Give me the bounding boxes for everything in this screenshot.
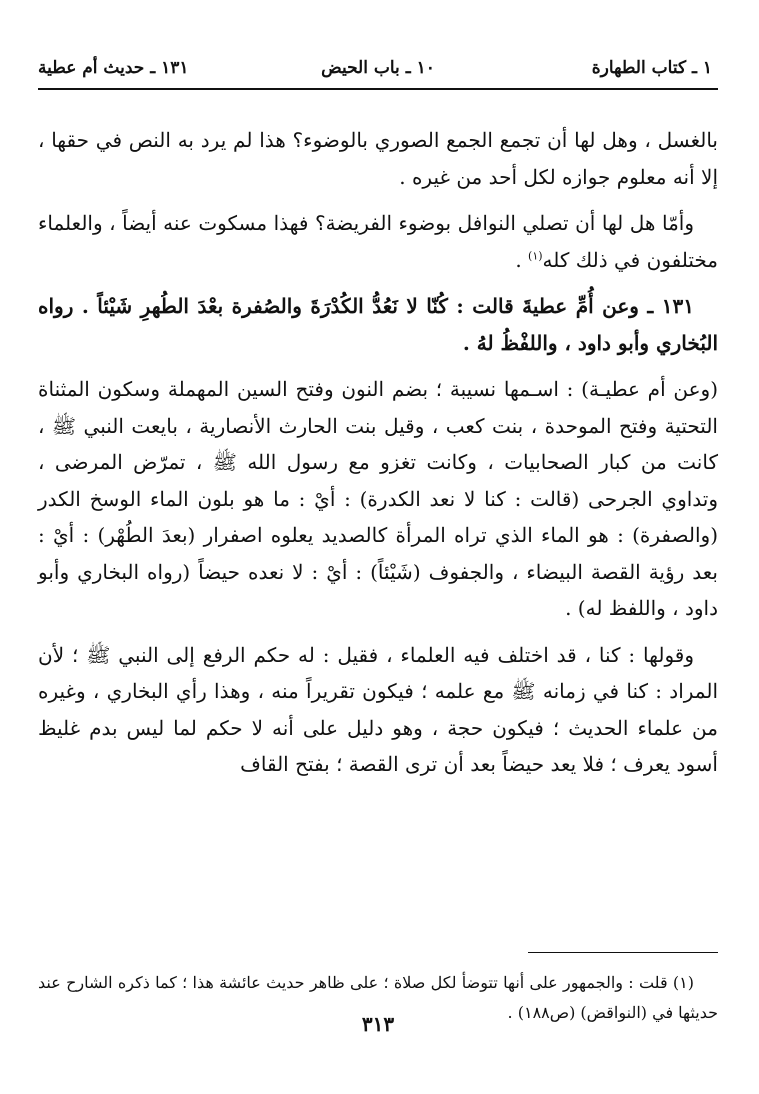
- header-book-title: ١ ـ كتاب الطهارة: [591, 58, 712, 78]
- book-page: [38, 50, 718, 1070]
- main-text: [38, 122, 718, 793]
- header-hadith-title: ١٣١ ـ حديث أم عطية: [38, 58, 189, 78]
- footnote-reference: (١): [528, 248, 543, 262]
- commentary-paragraph: وقولها : كنا ، قد اختلف فيه العلماء ، فقيل : له حكم الرفع إلى النبي ﷺ ؛ لأن المراد : كنا في زمانه ﷺ مع علمه ؛ فيكون تقريراً منه ، وهذا رأي البخاري ، وغيره من علماء الحديث ؛ فيكون حجة ، وهو دليل على أنه لا حكم لما ليس بدم غليظ أسود يعرف ؛ فلا يعد حيضاً بعد أن ترى القصة ؛ بفتح القاف: [38, 642, 718, 776]
- paragraph-nawafil-text: وأمّا هل لها أن تصلي النوافل بوضوء الفريضة؟ فهذا مسكوت عنه أيضاً ، والعلماء مختلفون في ذلك كله: [38, 211, 718, 272]
- footnote-divider: [528, 952, 718, 953]
- footnote: (١) قلت : والجمهور على أنها تتوضأ لكل صلاة ؛ على ظاهر حديث عائشة هذا ؛ كما ذكره الشارح عند حديثها في (النواقض) (ص١٨٨) .: [38, 973, 718, 1022]
- running-header: [38, 50, 718, 90]
- hadith-text: ١٣١ ـ وعن أُمِّ عطيةَ قالت : كُنّا لا نَعُدُّ الكُدْرَةَ والصُفرة بعْدَ الطُهرِ شَيْئاً . رواه البُخاري وأبو داود ، واللفْظُ لهُ .: [38, 294, 718, 355]
- paragraph-nawafil-end: .: [515, 247, 529, 272]
- paragraph-continuation: بالغسل ، وهل لها أن تجمع الجمع الصوري بالوضوء؟ هذا لم يرد به النص في حقها ، إلا أنه معلوم جوازه لكل أحد من غيره .: [38, 128, 718, 189]
- page-number: ٣١٣: [361, 1012, 395, 1036]
- commentary-paragraph: (وعن أم عطيـة) : اسـمها نسيبة ؛ بضم النون وفتح السين المهملة وسكون المثناة التحتية وفتح الموحدة ، بنت كعب ، وقيل بنت الحارث الأنصارية ، بايعت النبي ﷺ ، كانت من كبار الصحابيات ، وكانت تغزو مع رسول الله ﷺ ، تمرّض المرضى ، وتداوي الجرحى (قالت : كنا لا نعد الكدرة) : أيْ : ما هو بلون الماء الوسخ الكدر (والصفرة) : هو الماء الذي تراه المرأة كالصديد يعلوه اصفرار (بعدَ الطُهْر) : أيْ : بعد رؤية القصة البيضاء ، والجفوف (شَيْئاً) : أيْ : لا نعده حيضاً (رواه البخاري وأبو داود ، واللفظ له) .: [38, 377, 718, 620]
- header-chapter-title: ١٠ ـ باب الحيض: [321, 58, 435, 78]
- paragraph-nawafil: [38, 205, 718, 278]
